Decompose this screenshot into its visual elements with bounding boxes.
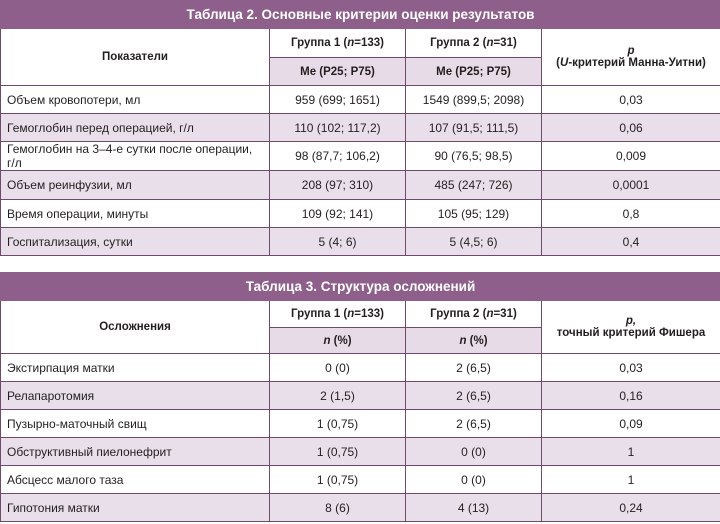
table-row — [1, 438, 720, 466]
table-row — [1, 171, 720, 200]
table-3-col-group1 — [270, 301, 406, 328]
p-sub-pre: ( — [556, 57, 560, 69]
table-2-col-indicators-label: Показатели — [102, 51, 168, 63]
table-row — [1, 228, 720, 256]
row-label: Пузырно-маточный свищ — [1, 410, 270, 438]
cell-group1: 110 (102; 117,2) — [270, 114, 406, 142]
table-2-sub-group1: Me (P25; P75) — [270, 58, 406, 86]
p-sub — [548, 57, 714, 69]
table-3-title: Таблица 3. Структура осложнений — [1, 273, 720, 301]
cell-group1: 109 (92; 141) — [270, 200, 406, 228]
cell-group2: 0 (0) — [406, 438, 542, 466]
group1-val: =133) — [354, 308, 385, 320]
cell-p: 0,09 — [542, 410, 720, 438]
cell-p: 1 — [542, 438, 720, 466]
table-2-col-indicators — [1, 29, 270, 86]
cell-group1: 0 (0) — [270, 354, 406, 382]
p-label: p, — [625, 315, 637, 327]
cell-p: 0,03 — [542, 354, 720, 382]
row-label: Экстирпация матки — [1, 354, 270, 382]
cell-group2: 2 (6,5) — [406, 354, 542, 382]
cell-group1: 1 (0,75) — [270, 438, 406, 466]
cell-p: 0,16 — [542, 382, 720, 410]
cell-group1: 1 (0,75) — [270, 466, 406, 494]
table-3-sub-group2 — [406, 328, 542, 354]
cell-group2: 485 (247; 726) — [406, 171, 542, 200]
sub-n: n — [459, 334, 467, 347]
cell-group1: 5 (4; 6) — [270, 228, 406, 256]
row-label: Гемоглобин перед операцией, г/л — [1, 114, 270, 142]
group2-label: Группа 2 ( — [430, 308, 487, 320]
table-3-col-complications — [1, 301, 270, 354]
row-label: Абсцесс малого таза — [1, 466, 270, 494]
sub-pct: (%) — [466, 334, 488, 347]
table-row — [1, 142, 720, 171]
row-label: Время операции, минуты — [1, 200, 270, 228]
row-label: Гипотония матки — [1, 494, 270, 522]
table-3-col-group2 — [406, 301, 542, 328]
table-row — [1, 382, 720, 410]
table-2-col-p — [542, 29, 720, 86]
row-label: Объем реинфузии, мл — [1, 171, 270, 200]
cell-group1: 2 (1,5) — [270, 382, 406, 410]
table-2-col-group2 — [406, 29, 542, 58]
group2-val: =31) — [493, 308, 517, 320]
group2-n: n — [486, 308, 494, 320]
cell-group2: 4 (13) — [406, 494, 542, 522]
table-row — [1, 354, 720, 382]
cell-group2: 2 (6,5) — [406, 382, 542, 410]
cell-group2: 0 (0) — [406, 466, 542, 494]
cell-group2: 90 (76,5; 98,5) — [406, 142, 542, 171]
table-row — [1, 494, 720, 522]
p-sub-post: -критерий Манна-Уитни) — [568, 57, 706, 69]
group1-label: Группа 1 ( — [290, 308, 348, 320]
p-sub: точный критерий Фишера — [556, 327, 706, 339]
table-row — [1, 86, 720, 114]
cell-group1: 208 (97; 310) — [270, 171, 406, 200]
row-label: Гемоглобин на 3–4-е сутки после операции, г/л — [1, 142, 270, 171]
group1-label: Группа 1 ( — [290, 37, 348, 49]
table-3-header-row — [1, 301, 720, 328]
group2-label: Группа 2 ( — [430, 37, 487, 49]
table-2-sub-group2: Me (P25; P75) — [406, 58, 542, 86]
cell-group1: 8 (6) — [270, 494, 406, 522]
cell-p: 0,8 — [542, 200, 720, 228]
table-row — [1, 114, 720, 142]
cell-group1: 959 (699; 1651) — [270, 86, 406, 114]
cell-p: 0,009 — [542, 142, 720, 171]
table-row — [1, 410, 720, 438]
p-label: p — [627, 45, 635, 57]
cell-group1: 98 (87,7; 106,2) — [270, 142, 406, 171]
table-2-header-row — [1, 29, 720, 58]
table-3-col-complications-label: Осложнения — [99, 321, 171, 333]
p-sub-u: U — [560, 57, 569, 69]
group1-val: =133) — [354, 37, 385, 49]
sub-pct: (%) — [330, 334, 352, 347]
table-3-sub-group1 — [270, 328, 406, 354]
row-label: Обструктивный пиелонефрит — [1, 438, 270, 466]
cell-p: 0,24 — [542, 494, 720, 522]
table-2-title: Таблица 2. Основные критерии оценки результатов — [1, 1, 720, 29]
table-2 — [0, 0, 720, 256]
row-label: Госпитализация, сутки — [1, 228, 270, 256]
cell-p: 0,03 — [542, 86, 720, 114]
table-row — [1, 200, 720, 228]
table-row — [1, 466, 720, 494]
cell-p: 0,0001 — [542, 171, 720, 200]
cell-p: 0,06 — [542, 114, 720, 142]
cell-p: 1 — [542, 466, 720, 494]
cell-group2: 105 (95; 129) — [406, 200, 542, 228]
cell-group2: 107 (91,5; 111,5) — [406, 114, 542, 142]
cell-group1: 1 (0,75) — [270, 410, 406, 438]
table-2-title-row — [1, 1, 720, 29]
group1-n: n — [347, 308, 355, 320]
group2-n: n — [486, 37, 494, 49]
cell-group2: 2 (6,5) — [406, 410, 542, 438]
table-3-col-p — [542, 301, 720, 354]
table-3-title-row — [1, 273, 720, 301]
table-3 — [0, 272, 720, 522]
row-label: Релапаротомия — [1, 382, 270, 410]
group2-val: =31) — [493, 37, 517, 49]
sub-n: n — [323, 334, 331, 347]
cell-p: 0,4 — [542, 228, 720, 256]
cell-group2: 5 (4,5; 6) — [406, 228, 542, 256]
table-2-col-group1 — [270, 29, 406, 58]
row-label: Объем кровопотери, мл — [1, 86, 270, 114]
cell-group2: 1549 (899,5; 2098) — [406, 86, 542, 114]
group1-n: n — [347, 37, 355, 49]
